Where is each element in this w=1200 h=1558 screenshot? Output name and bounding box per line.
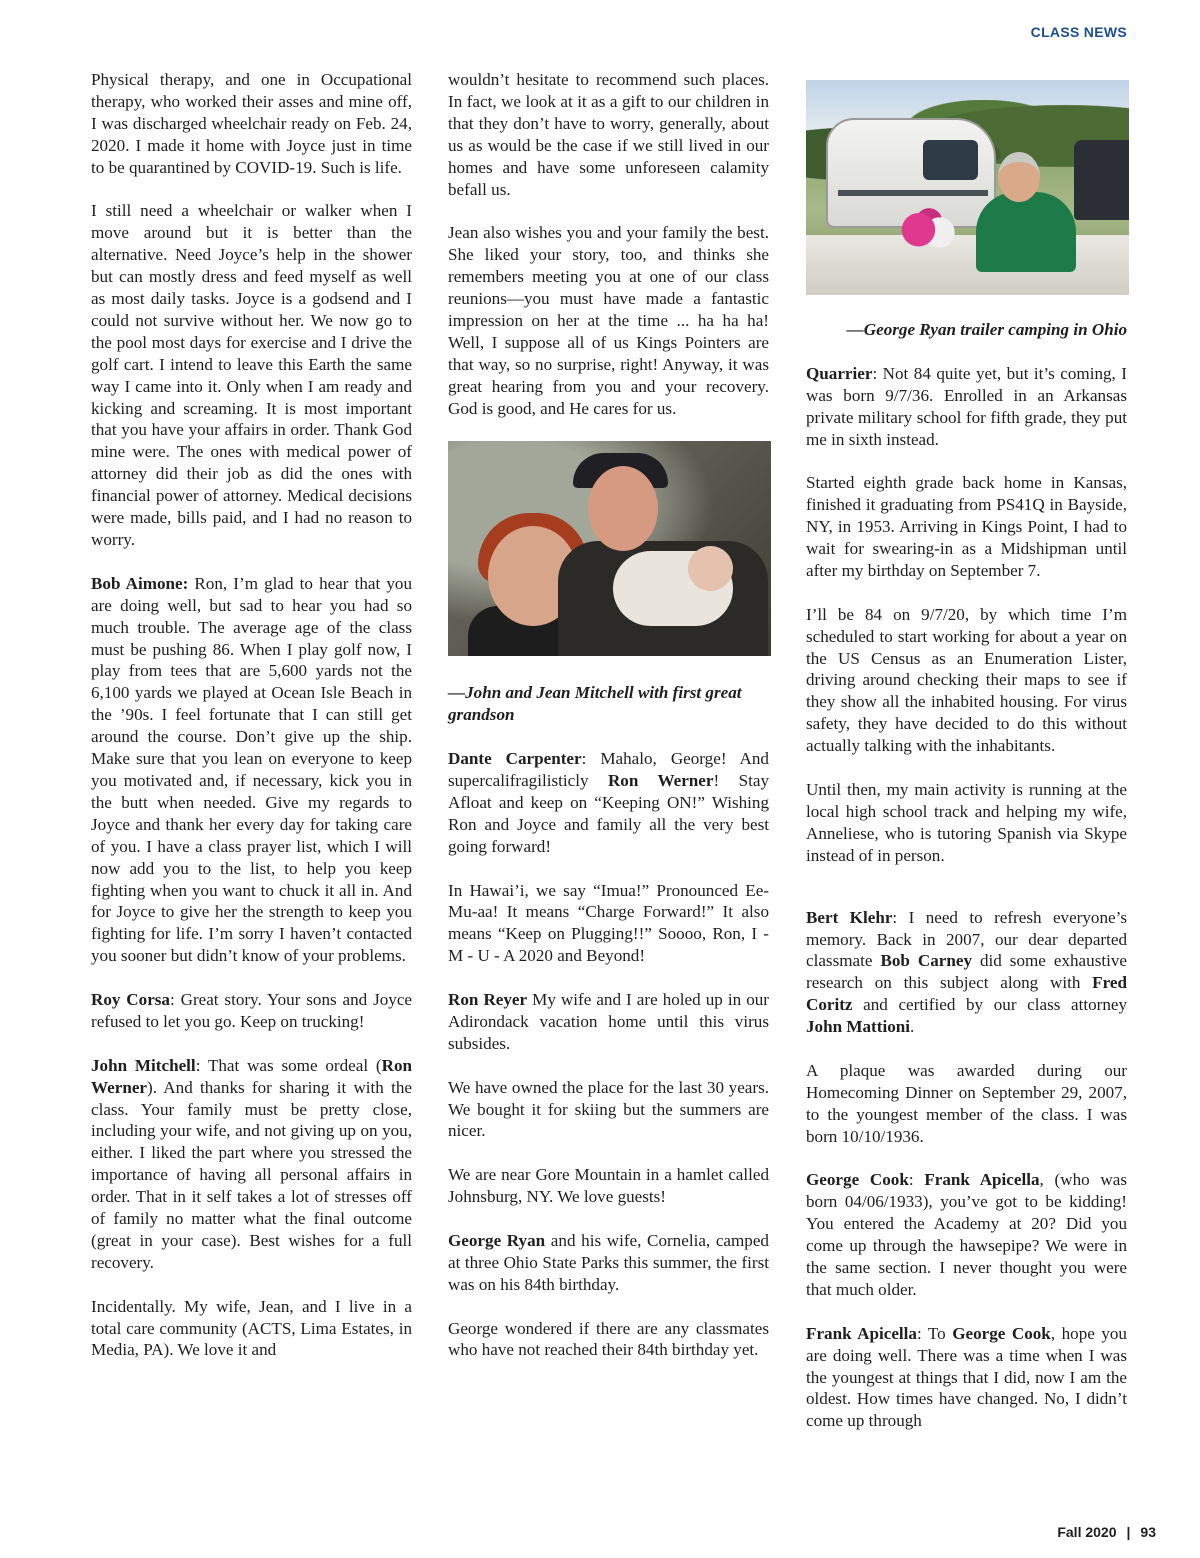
paragraph: We are near Gore Mountain in a hamlet called Johnsburg, NY. We love guests! <box>448 1165 769 1207</box>
author-name: Roy Corsa <box>91 990 170 1010</box>
paragraph-text: : I need to refresh everyone’s memory. Back in 2007, our dear departed classmate <box>806 907 1127 971</box>
paragraph <box>448 989 769 1055</box>
paragraph: Physical therapy, and one in Occupational therapy, who worked their asses and mine off, I was discharged wheelchair ready on Feb. 24, 2020. I made it home with Joyce just in time to be quarantined by COVID-19. Such is life. <box>91 70 412 177</box>
paragraph <box>448 1230 769 1296</box>
paragraph-text: and his wife, Cornelia, camped at three Ohio State Parks this summer, the first was on his 84th birthday. <box>448 1230 769 1294</box>
paragraph: I’ll be 84 on 9/7/20, by which time I’m scheduled to start working for about a year on the US Census as an Enumeration Lister, driving around checking their maps to see if they show all the inhabited housing. For virus safety, they have decided to do this without actually talking with the inhabitants. <box>806 604 1127 756</box>
author-name: George Cook <box>806 1170 909 1190</box>
photo-caption: —George Ryan trailer camping in Ohio <box>846 320 1127 339</box>
paragraph-text: and certified by our class attorney <box>852 995 1127 1015</box>
author-name: Bert Klehr <box>806 907 893 927</box>
mentioned-name: Bob Carney <box>880 951 972 971</box>
paragraph <box>91 573 412 967</box>
mentioned-name: George Cook <box>952 1323 1051 1343</box>
author-name: George Ryan <box>448 1230 546 1250</box>
paragraph-text: : Not 84 quite yet, but it’s coming, I was born 9/7/36. Enrolled in an Arkansas private military school for fifth grade, they put me in sixth instead. <box>806 363 1127 449</box>
mentioned-name: Frank Apicella <box>924 1170 1040 1190</box>
author-name: Ron Reyer <box>448 990 528 1010</box>
paragraph-text: ! Stay Afloat and keep on “Keeping ON!” Wishing Ron and Joyce and family all the very best going forward! <box>448 770 769 856</box>
paragraph-text: ). And thanks for sharing it with the class. Your family must be pretty close, including your wife, and not giving up on you, either. I liked the part where you stressed the importance of having all personal affairs in order. That in it self takes a lot of stresses off of family no matter what the final outcome (great in your case). Best wishes for a full recovery. <box>91 1077 412 1272</box>
paragraph: wouldn’t hesitate to recommend such places. In fact, we look at it as a gift to our children in that they don’t have to worry, generally, about us as would be the case if we still lived in our homes and have some unforeseen calamity befall us. <box>448 70 769 199</box>
paragraph: I still need a wheelchair or walker when I move around but it is better than the alternative. Need Joyce’s help in the shower but can mostly dress and feed myself as well as most daily tasks. Joyce is a godsend and I could not survive without her. We now go to the pool most days for exercise and I drive the golf cart. I intend to leave this Earth the same way I came into it. Only when I am ready and kicking and screaming. It is most important that you have your affairs in order. Thank God mine were. The ones with medical power of attorney did their job as did the ones with financial power of attorney. Medical decisions were made, bills paid, and I had no reason to worry. <box>91 201 412 550</box>
paragraph-text: : That was some ordeal ( <box>195 1055 382 1075</box>
paragraph: George wondered if there are any classmates who have not reached their 84th birthday yet. <box>448 1318 769 1360</box>
paragraph-text: did some exhaustive research on this subject along with <box>806 951 1127 993</box>
paragraph-text: : To <box>916 1323 953 1343</box>
camping-photo <box>806 80 1129 295</box>
author-name: Dante Carpenter <box>448 749 582 769</box>
section-label: CLASS NEWS <box>1030 24 1127 40</box>
paragraph <box>806 363 1127 451</box>
mentioned-name: Ron Werner <box>91 1055 413 1097</box>
paragraph-text: Ron, I’m glad to hear that you are doing well, but sad to hear you had so much trouble. The average age of the class must be pushing 86. When I play golf now, I play from tees that are 5,600 yards not the 6,100 yards we played at Ocean Isle Beach in the ’90s. I feel fortunate that I can still get around the course. Don’t give up the ship. Make sure that you lean on everyone to keep you motivated and, if necessary, kick you in the butt when needed. Give my regards to Joyce and thank her every day for taking care of you. I have a class prayer list, which I will now add you to the list, to help you keep fighting when you want to chuck it all in. And for Joyce to give her the strength to keep you fighting for life. I’m sorry I haven’t contacted you sooner but didn’t know of your problems. <box>91 573 412 966</box>
paragraph <box>806 1169 1127 1300</box>
paragraph-text: , hope you are doing well. There was a time when I was the youngest at things that I did, now I am the oldest. How times have changed. No, I didn’t come up through <box>806 1323 1127 1431</box>
issue-label: Fall 2020 <box>1057 1524 1117 1540</box>
paragraph <box>806 907 1127 1038</box>
page-footer <box>1057 1524 1156 1540</box>
paragraph <box>806 1323 1127 1433</box>
page-number: 93 <box>1140 1524 1156 1540</box>
paragraph-text: . <box>910 1017 915 1037</box>
paragraph: Until then, my main activity is running at the local high school track and helping my wife, Anneliese, who is tutoring Spanish via Skype instead of in person. <box>806 779 1127 865</box>
paragraph-text: : <box>908 1170 925 1190</box>
photo-caption: —John and Jean Mitchell with first great grandson <box>448 683 742 725</box>
column-2 <box>448 69 769 1383</box>
paragraph: Started eighth grade back home in Kansas, finished it graduating from PS41Q in Bayside, NY, in 1953. Arriving in Kings Point, I had to wait for swearing-in as a Midshipman until after my birthday on September 7. <box>806 473 1127 580</box>
column-3 <box>806 80 1127 1454</box>
author-name: Bob Aimone: <box>91 573 189 593</box>
paragraph-text: : Great story. Your sons and Joyce refused to let you go. Keep on trucking! <box>91 990 413 1031</box>
paragraph: A plaque was awarded during our Homecoming Dinner on September 29, 2007, to the youngest member of the class. I was born 10/10/1936. <box>806 1060 1127 1146</box>
author-name: Quarrier <box>806 363 873 383</box>
paragraph <box>91 989 412 1033</box>
paragraph: In Hawai’i, we say “Imua!” Pronounced Ee-Mu-aa! It means “Charge Forward!” It also means “Keep on Plugging!!” Soooo, Ron, I - M - U - A 2020 and Beyond! <box>448 880 769 966</box>
paragraph-text: , (who was born 04/06/1933), you’ve got to be kidding! You entered the Academy at 20? Did you come up through the hawsepipe? We were in the same section. I never thought you were that much older. <box>806 1170 1127 1299</box>
mentioned-name: Ron Werner <box>607 770 714 790</box>
paragraph: We have owned the place for the last 30 years. We bought it for skiing but the summers are nicer. <box>448 1077 769 1141</box>
paragraph-text: My wife and I are holed up in our Adirondack vacation home until this virus subsides. <box>448 990 769 1053</box>
paragraph: Incidentally. My wife, Jean, and I live in a total care community (ACTS, Lima Estates, in Media, PA). We love it and <box>91 1296 412 1360</box>
paragraph: Jean also wishes you and your family the best. She liked your story, too, and thinks she remembers meeting you at one of our class reunions—you must have made a fantastic impression on her at the time ... ha ha ha! Well, I suppose all of us Kings Pointers are that way, so no surprise, right! Anyway, it was great hearing from you and your recovery. God is good, and He cares for us. <box>448 223 769 418</box>
author-name: Frank Apicella <box>806 1323 917 1343</box>
paragraph <box>91 1055 412 1274</box>
footer-separator: | <box>1126 1524 1131 1540</box>
paragraph <box>448 748 769 858</box>
family-photo <box>448 441 771 656</box>
author-name: John Mitchell <box>91 1055 196 1075</box>
paragraph-text: : Mahalo, George! And supercalifragilisticly <box>448 749 769 790</box>
mentioned-name: Fred Coritz <box>806 973 1127 1015</box>
mentioned-name: John Mattioni <box>806 1017 910 1037</box>
column-1 <box>91 69 412 1383</box>
